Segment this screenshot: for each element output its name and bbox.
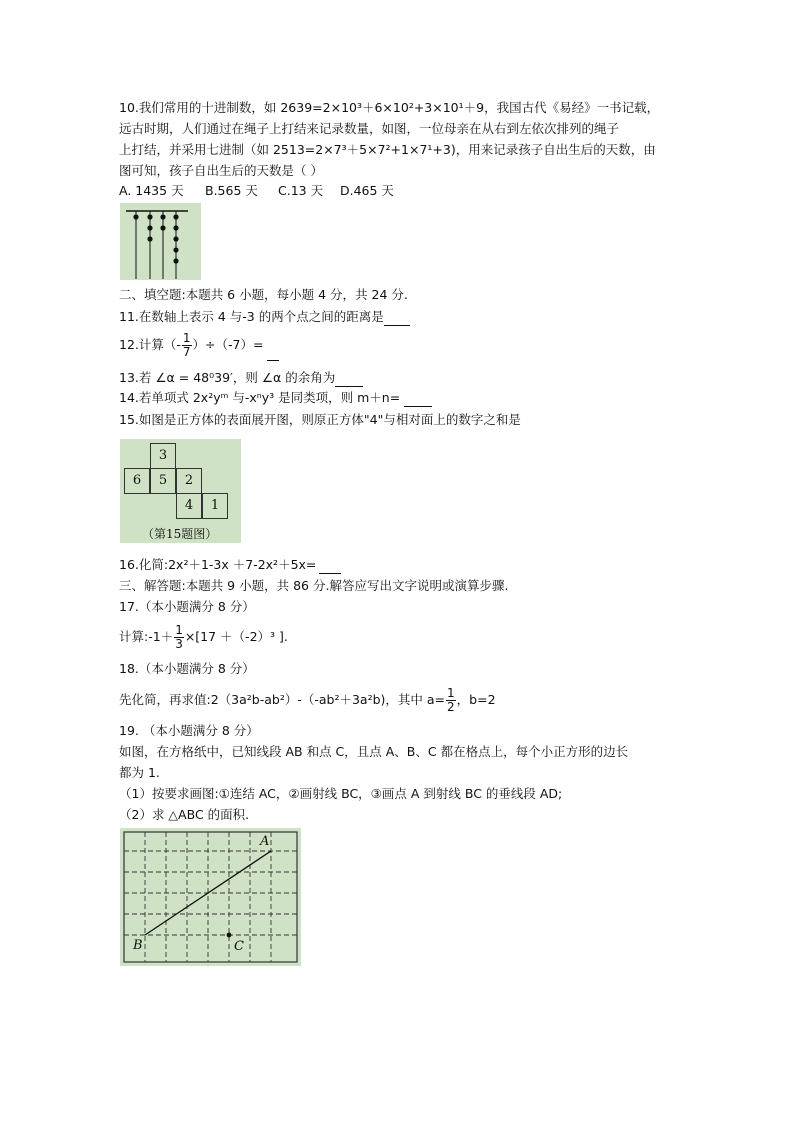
q15-text: 15.如图是正方体的表面展开图，则原正方体"4"与相对面上的数字之和是 xyxy=(119,412,521,427)
q14 xyxy=(119,390,432,407)
q10-option-c: C.13 天 xyxy=(278,183,324,198)
net-caption: （第15题图） xyxy=(142,527,218,541)
knot-rope-figure xyxy=(120,203,201,280)
q19-part1: （1）按要求画图:①连结 AC，②画射线 BC，③画点 A 到射线 BC 的垂线段 AD; xyxy=(119,786,563,801)
q11-blank xyxy=(384,309,410,326)
q17-numerator: 1 xyxy=(175,623,183,637)
net-cell-2: 2 xyxy=(176,468,202,494)
q19-heading: 19. （本小题满分 8 分） xyxy=(119,723,259,738)
q12-suffix: ）÷（-7）= xyxy=(192,337,268,352)
net-cell-5: 5 xyxy=(150,468,176,494)
q17-fraction xyxy=(174,624,184,651)
q10-options xyxy=(119,183,394,199)
point-b-label: B xyxy=(133,938,143,953)
q13-blank xyxy=(335,370,363,387)
grid-figure xyxy=(120,828,301,966)
q10-line2: 远古时期，人们通过在绳子上打结来记录数量，如图，一位母亲在从右到左依次排列的绳子 xyxy=(119,121,620,136)
net-cell-3: 3 xyxy=(150,443,176,469)
q17-expression xyxy=(119,620,288,654)
section3-heading: 三、解答题:本题共 9 小题，共 86 分.解答应写出文字说明或演算步骤. xyxy=(119,578,509,593)
q17-prefix: 计算:-1＋ xyxy=(119,629,174,644)
q13 xyxy=(119,370,363,387)
q18-denominator: 2 xyxy=(447,700,455,714)
q17-heading: 17.（本小题满分 8 分） xyxy=(119,599,255,614)
point-a-label: A xyxy=(260,834,270,849)
q10-option-d: D.465 天 xyxy=(340,183,394,198)
q12 xyxy=(119,330,279,361)
q16-text: 16.化简:2x²＋1-3x ＋7-2x²＋5x= xyxy=(119,557,317,572)
q10-line1: 10.我们常用的十进制数，如 2639=2×10³＋6×10²+3×10¹＋9，我国古代《易经》一书记载， xyxy=(119,100,660,115)
knot-rope-drawing xyxy=(120,203,201,280)
q12-blank xyxy=(267,330,279,361)
q16 xyxy=(119,557,341,574)
q14-text: 14.若单项式 2x²yᵐ 与-xⁿy³ 是同类项，则 m＋n= xyxy=(119,390,405,405)
section2-heading: 二、填空题:本题共 6 小题，每小题 4 分，共 24 分. xyxy=(119,287,408,302)
q12-prefix: 12.计算（- xyxy=(119,337,181,352)
q11 xyxy=(119,309,410,326)
q19-line2: 都为 1. xyxy=(119,765,160,780)
q13-text: 13.若 ∠α = 48⁰39′，则 ∠α 的余角为 xyxy=(119,370,336,385)
q10-line4: 图可知，孩子自出生后的天数是（ ） xyxy=(119,163,323,178)
q18-prefix: 先化简，再求值:2（3a²b-ab²）-（-ab²＋3a²b)，其中 a= xyxy=(119,692,446,707)
q10-line3: 上打结，并采用七进制（如 2513=2×7³＋5×7²+1×7¹+3)，用来记录孩子自出生后的天数，由 xyxy=(119,142,656,157)
q12-fraction xyxy=(182,332,192,359)
grid-drawing xyxy=(120,828,301,966)
q18-suffix: ，b=2 xyxy=(456,692,496,707)
q17-suffix: ×[17 ＋（-2）³ ]. xyxy=(184,629,288,644)
q17-denominator: 3 xyxy=(175,637,183,651)
q16-blank xyxy=(319,557,341,574)
net-cell-4: 4 xyxy=(176,493,202,519)
q10-option-a: A. 1435 天 xyxy=(119,183,184,198)
net-cell-1: 1 xyxy=(202,493,228,519)
q12-numerator: 1 xyxy=(182,331,191,345)
q19-part2: （2）求 △ABC 的面积. xyxy=(119,807,250,822)
q18-numerator: 1 xyxy=(447,686,455,700)
net-cell-6: 6 xyxy=(124,468,150,494)
q18-heading: 18.（本小题满分 8 分） xyxy=(119,661,255,676)
q11-text: 11.在数轴上表示 4 与-3 的两个点之间的距离是 xyxy=(119,309,384,324)
q18-fraction xyxy=(446,687,456,714)
q18-expression xyxy=(119,683,496,717)
q19-line1: 如图，在方格纸中，已知线段 AB 和点 C，且点 A、B、C 都在格点上，每个小正方形的边长 xyxy=(119,744,629,759)
q10-option-b: B.565 天 xyxy=(205,183,258,198)
cube-net-figure xyxy=(120,439,241,543)
point-c-label: C xyxy=(234,939,244,954)
q12-denominator: 7 xyxy=(182,345,191,359)
q14-blank xyxy=(404,390,432,407)
